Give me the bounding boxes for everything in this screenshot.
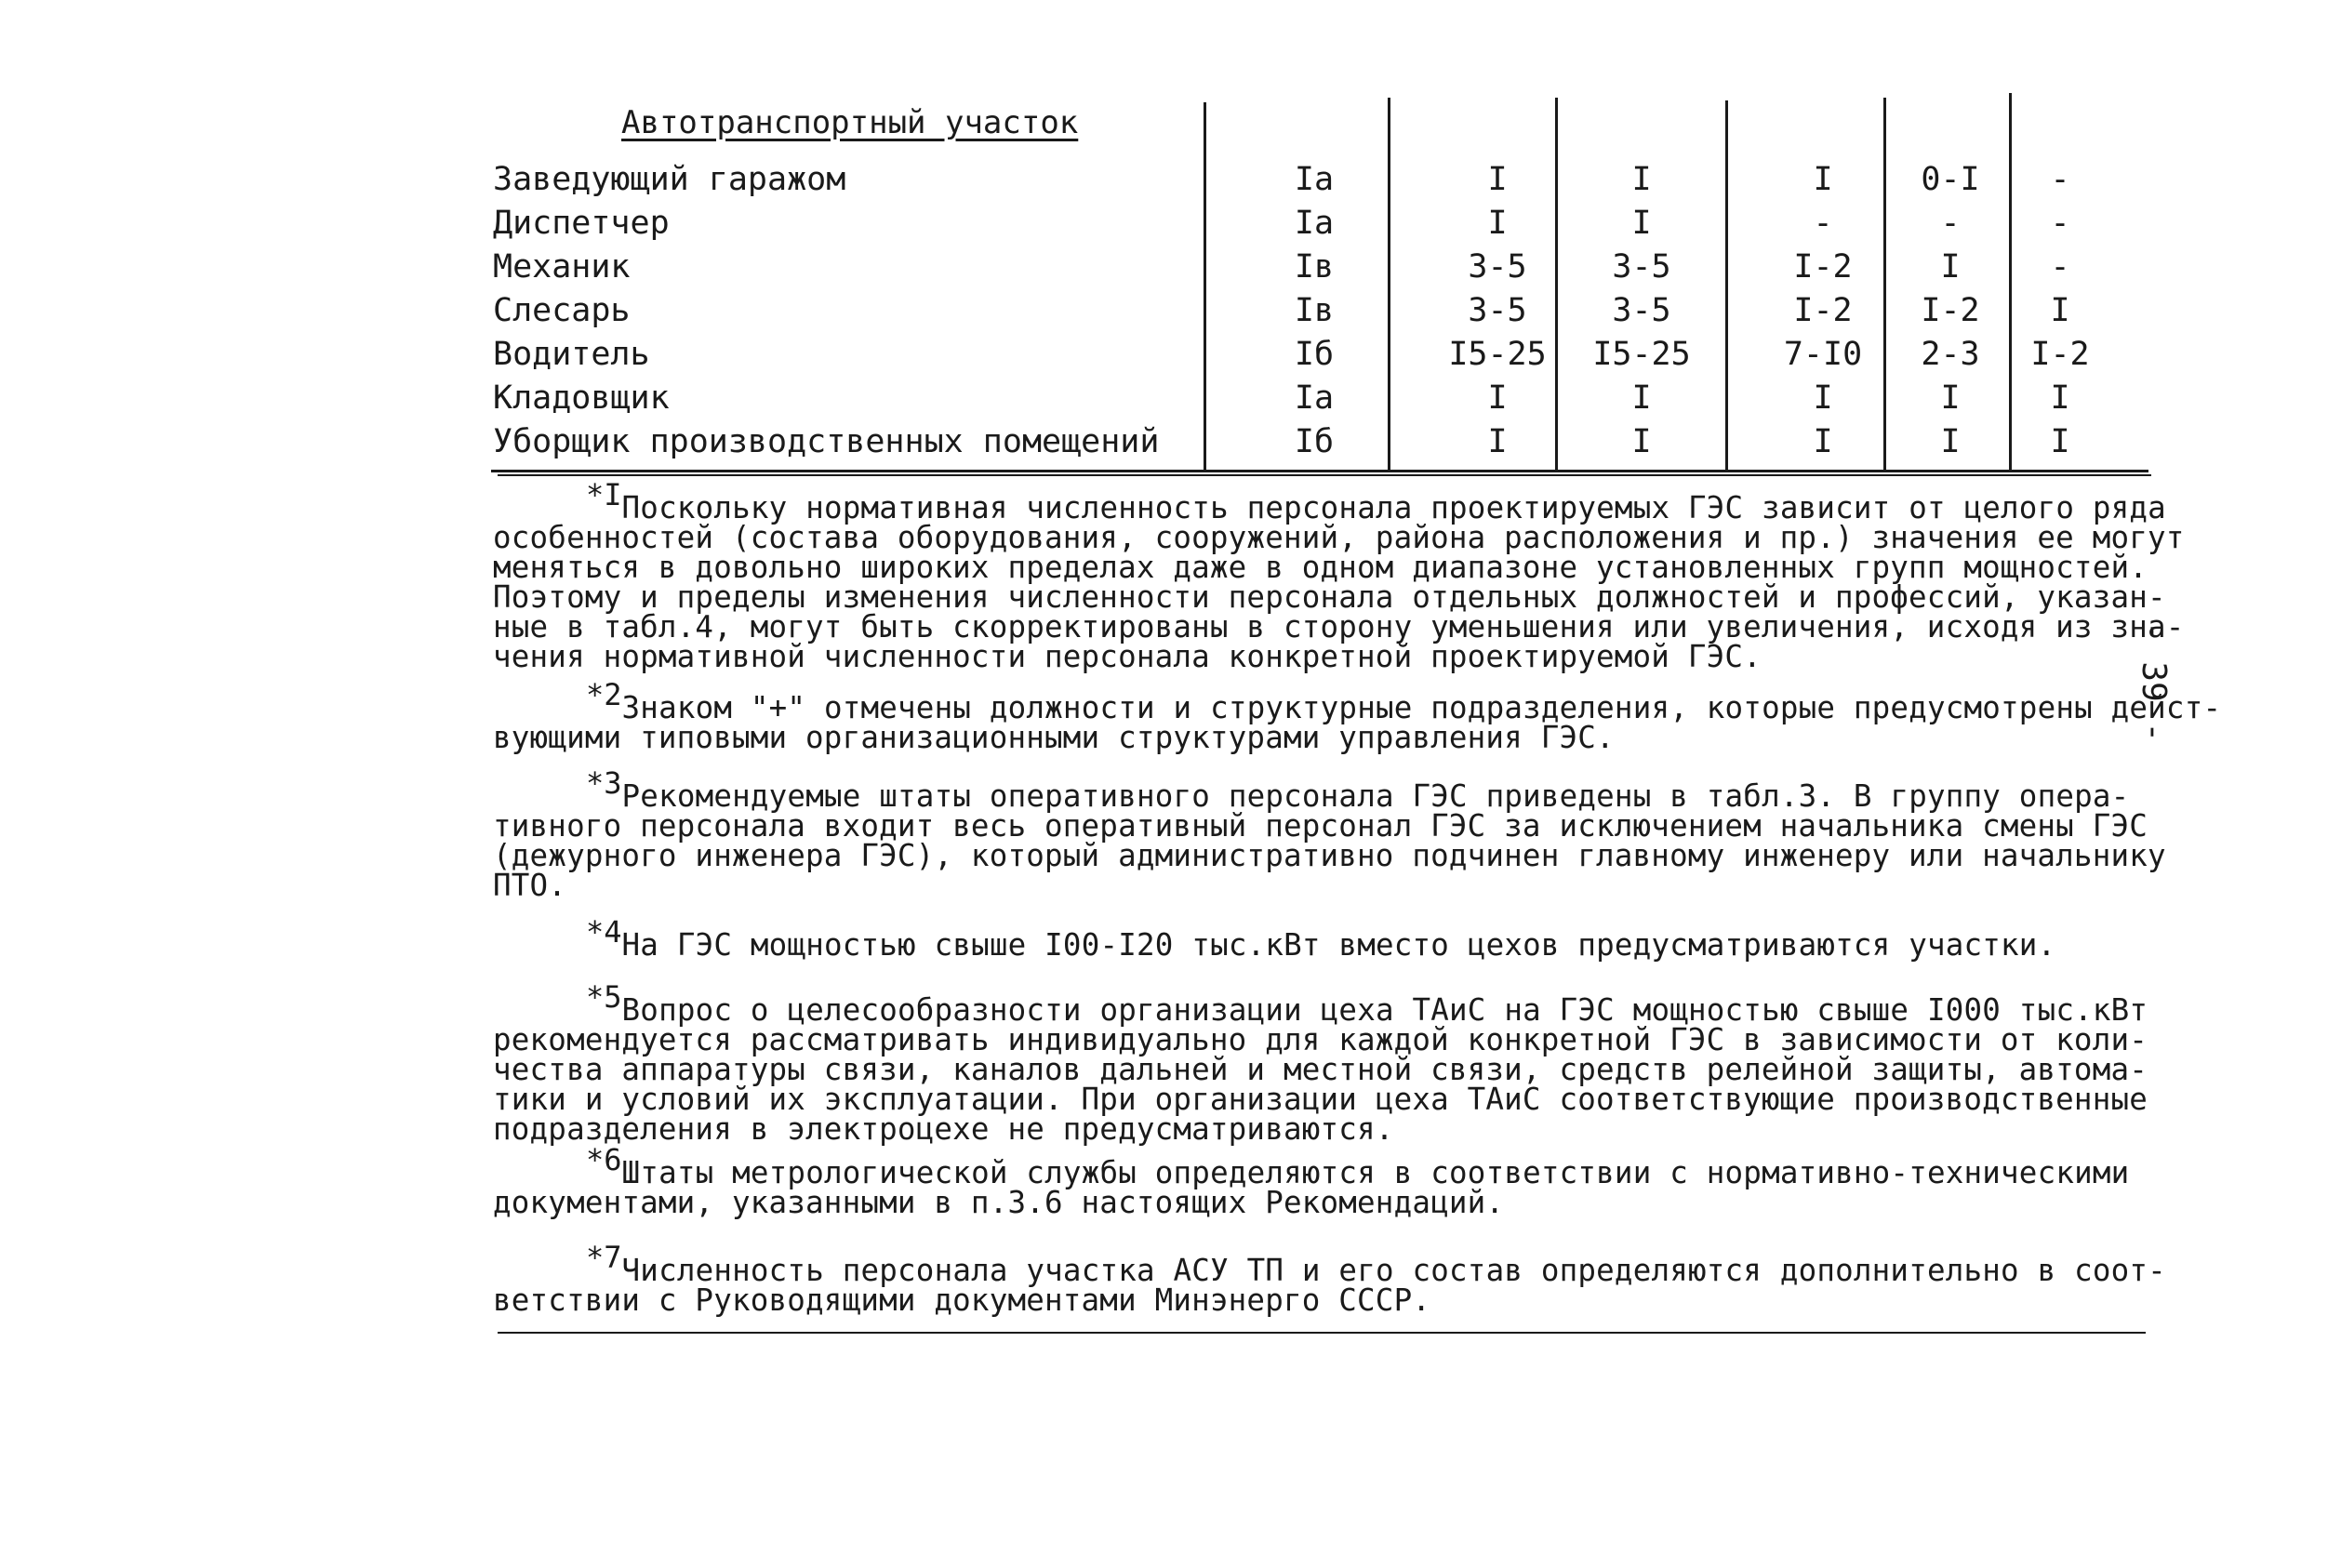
value-cell: 3-5 xyxy=(1468,292,1527,329)
value-cell: I xyxy=(1813,379,1833,417)
value-cell: I xyxy=(1940,379,1961,417)
table-row xyxy=(0,246,2341,288)
footnote-line: тики и условий их эксплуатации. При организации цеха ТАиС соответствующие производственные xyxy=(493,1082,2148,1117)
value-cell: - xyxy=(2050,205,2070,242)
position-name: Уборщик производственных помещений xyxy=(493,423,1160,460)
footnote-mark: *7 xyxy=(586,1240,622,1275)
footnote xyxy=(493,765,2209,903)
table-row xyxy=(0,420,2341,463)
value-cell: - xyxy=(2050,161,2070,198)
group-cell: Iв xyxy=(1294,292,1335,329)
footnote-line: тивного персонала входит весь оперативный персонал ГЭС за исключением начальника смены ГЭС xyxy=(493,808,2148,844)
table-row xyxy=(0,158,2341,201)
value-cell: I xyxy=(1940,248,1961,286)
footnote-line xyxy=(493,677,2222,725)
value-cell: 3-5 xyxy=(1612,292,1671,329)
value-cell: I5-25 xyxy=(1592,336,1691,373)
value-cell: I-2 xyxy=(1793,292,1853,329)
value-cell: I xyxy=(1813,161,1833,198)
footnote-text: Штаты метрологической службы определяются в соответствии с нормативно-техническими xyxy=(621,1155,2130,1190)
footnote-text: Знаком "+" отмечены должности и структурные подразделения, которые предусмотрены дейст- xyxy=(621,690,2222,725)
value-cell: I xyxy=(1487,205,1508,242)
value-cell: I xyxy=(2050,423,2070,460)
value-cell: 3-5 xyxy=(1612,248,1671,286)
footnote-line: ПТО. xyxy=(493,868,567,903)
group-cell: Iб xyxy=(1294,423,1335,460)
value-cell: I5-25 xyxy=(1448,336,1547,373)
footnote-line: подразделения в электроцехе не предусматриваются. xyxy=(493,1111,1394,1147)
footnote xyxy=(493,979,2209,1147)
footnote xyxy=(493,1142,2209,1220)
value-cell: I xyxy=(2050,292,2070,329)
notes-top-rule xyxy=(498,474,2151,476)
value-cell: - xyxy=(1813,205,1833,242)
value-cell: 2-3 xyxy=(1921,336,1980,373)
group-cell: Iа xyxy=(1294,379,1335,417)
value-cell: I xyxy=(1631,205,1652,242)
value-cell: I xyxy=(1631,379,1652,417)
group-cell: Iб xyxy=(1294,336,1335,373)
footnote-text: Рекомендуемые штаты оперативного персонала ГЭС приведены в табл.3. В группу опера- xyxy=(621,778,2130,814)
footnote-mark: *3 xyxy=(586,765,622,801)
group-cell: Iв xyxy=(1294,248,1335,286)
table-row xyxy=(0,377,2341,419)
value-cell: I xyxy=(1631,161,1652,198)
footnote-mark: *5 xyxy=(586,979,622,1015)
value-cell: I-2 xyxy=(2030,336,2090,373)
value-cell: - xyxy=(1940,205,1961,242)
group-cell: Iа xyxy=(1294,161,1335,198)
value-cell: 7-I0 xyxy=(1783,336,1863,373)
value-cell: 0-I xyxy=(1921,161,1980,198)
footnote-mark: *4 xyxy=(586,914,622,950)
footnote-line: особенностей (состава оборудования, сооружений, района расположения и пр.) значения ее могут xyxy=(493,520,2185,555)
footnote xyxy=(493,914,2209,963)
footnote-line xyxy=(493,979,2209,1028)
value-cell: I-2 xyxy=(1921,292,1980,329)
section-title: Автотранспортный участок xyxy=(621,104,1079,141)
table-row xyxy=(0,333,2341,376)
position-name: Водитель xyxy=(493,336,650,373)
footnote-line xyxy=(493,1142,2209,1190)
footnote-text: Вопрос о целесообразности организации цеха ТАиС на ГЭС мощностью свыше I000 тыс.кВт xyxy=(621,992,2148,1028)
value-cell: I xyxy=(1940,423,1961,460)
footnote-line: вующими типовыми организационными структурами управления ГЭС. xyxy=(493,720,1615,755)
position-name: Диспетчер xyxy=(493,205,670,242)
footnote-line: чения нормативной численности персонала конкретной проектируемой ГЭС. xyxy=(493,639,1762,674)
value-cell: I xyxy=(1487,423,1508,460)
value-cell: I xyxy=(2050,379,2070,417)
footnote-line xyxy=(493,765,2209,814)
value-cell: - xyxy=(2050,248,2070,286)
table-bottom-rule xyxy=(491,470,2148,472)
footnote-line: ные в табл.4, могут быть скорректированы в сторону уменьшения или увеличения, исходя из зна- xyxy=(493,609,2185,644)
footnote-line: рекомендуется рассматривать индивидуально для каждой конкретной ГЭС в зависимости от коли- xyxy=(493,1022,2148,1057)
position-name: Заведующий гаражом xyxy=(493,161,846,198)
footnote-line: (дежурного инженера ГЭС), который административно подчинен главному инженеру или начальнику xyxy=(493,838,2166,873)
table-row xyxy=(0,202,2341,245)
value-cell: I xyxy=(1631,423,1652,460)
footnote-mark: *I xyxy=(586,477,622,512)
footnote-mark: *2 xyxy=(586,677,622,712)
footnote-line: документами, указанными в п.3.6 настоящих Рекомендаций. xyxy=(493,1185,1505,1220)
footnote xyxy=(493,477,2209,674)
footnote-text: Поскольку нормативная численность персонала проектируемых ГЭС зависит от целого ряда xyxy=(621,490,2166,525)
footnote-line xyxy=(493,477,2209,525)
value-cell: I xyxy=(1487,161,1508,198)
group-cell: Iа xyxy=(1294,205,1335,242)
footnote xyxy=(493,1240,2209,1318)
position-name: Кладовщик xyxy=(493,379,670,417)
value-cell: I xyxy=(1813,423,1833,460)
footnote-text: Численность персонала участка АСУ ТП и его состав определяются дополнительно в соот- xyxy=(621,1253,2166,1288)
footnote-mark: *6 xyxy=(586,1142,622,1177)
footnote-line: ветствии с Руководящими документами Минэнерго СССР. xyxy=(493,1282,1431,1318)
footnote-line: Поэтому и пределы изменения численности персонала отдельных должностей и профессий, указан- xyxy=(493,579,2166,615)
value-cell: 3-5 xyxy=(1468,248,1527,286)
position-name: Механик xyxy=(493,248,631,286)
value-cell: I xyxy=(1487,379,1508,417)
footnote-line: чества аппаратуры связи, каналов дальней и местной связи, средств релейной защиты, автома- xyxy=(493,1052,2148,1087)
footnote-line: меняться в довольно широких пределах даже в одном диапазоне установленных групп мощностей. xyxy=(493,550,2148,585)
table-row xyxy=(0,289,2341,332)
footnote-text: На ГЭС мощностью свыше I00-I20 тыс.кВт вместо цехов предусматриваются участки. xyxy=(621,927,2056,963)
page-number: - 39 - xyxy=(2135,621,2173,743)
footnote-line xyxy=(493,914,2209,963)
footnote-line xyxy=(493,1240,2209,1288)
notes-bottom-rule xyxy=(498,1332,2146,1334)
position-name: Слесарь xyxy=(493,292,631,329)
value-cell: I-2 xyxy=(1793,248,1853,286)
